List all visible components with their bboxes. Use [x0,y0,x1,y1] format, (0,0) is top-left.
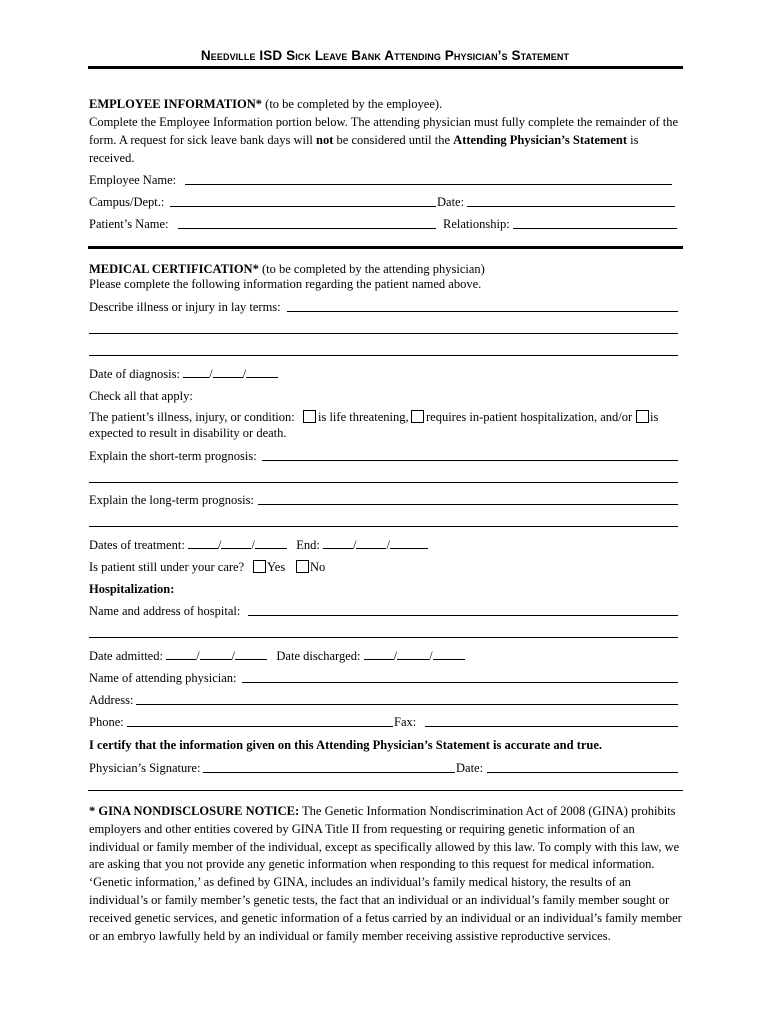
signature-field[interactable] [203,772,455,773]
long-prognosis-field-2[interactable] [89,526,678,527]
medical-heading-note: (to be completed by the attending physician) [258,262,485,276]
employee-intro-3: is received. [89,133,639,165]
hospitalization-heading: Hospitalization: [89,582,175,596]
employee-intro-2: be considered until the [333,133,454,147]
employee-date-field[interactable] [467,206,675,207]
gina-notice [89,803,683,945]
option-hospitalization: requires in-patient hospitalization, and/or [426,410,633,424]
physician-name-label: Name of attending physician: [89,671,237,685]
medical-intro: Please complete the following information regarding the patient named above. [89,277,482,291]
diagnosis-year-field[interactable] [246,365,278,378]
hospital-address-label: Name and address of hospital: [89,604,241,618]
diagnosis-date-row: Date of diagnosis: / / [89,365,278,383]
fax-field[interactable] [425,726,678,727]
end-label: End: [296,538,320,552]
hospital-address-field-1[interactable] [248,615,678,616]
patient-name-label: Patient’s Name: [89,217,169,231]
employee-name-field[interactable] [185,184,672,185]
signature-label: Physician’s Signature: [89,761,201,775]
discharged-label: Date discharged: [276,649,361,663]
option-disability: is [650,410,659,424]
employee-date-label: Date: [437,195,465,209]
short-prognosis-label: Explain the short-term prognosis: [89,449,257,463]
campus-label: Campus/Dept.: [89,195,165,209]
treatment-start-day-field[interactable] [221,536,251,549]
short-prognosis-field-1[interactable] [262,460,678,461]
discharged-month-field[interactable] [364,647,394,660]
employee-name-label: Employee Name: [89,173,177,187]
long-prognosis-label: Explain the long-term prognosis: [89,493,254,507]
admitted-label: Date admitted: [89,649,163,663]
care-label: Is patient still under your care? [89,560,245,574]
employee-section-intro [89,95,683,167]
certify-statement: I certify that the information given on this Attending Physician’s Statement is accurate and true. [89,738,603,752]
describe-label: Describe illness or injury in lay terms: [89,300,281,314]
short-prognosis-field-2[interactable] [89,482,678,483]
section-rule-2 [88,790,683,791]
admitted-month-field[interactable] [166,647,196,660]
gina-notice-body: The Genetic Information Nondiscrimination Act of 2008 (GINA) prohibits employers and other entities covered by GINA Title II from requesting or requiring genetic information of an individual or family member of the individual, except as specifically allowed by this law. To comply with this law, we are asking that you not provide any genetic information when responding to this request for medical information. ‘Genetic information,’ as defined by GINA, includes an individual’s family medical history, the results of an individual’s or family member’s genetic tests, the fact that an individual or an individual’s family member sought or received genetic services, and genetic information of a fetus carried by an individual or an individual’s family member or an embryo lawfully held by an individual or family member receiving assistive reproductive services. [89,804,682,943]
describe-field-line-2[interactable] [89,333,678,334]
discharged-year-field[interactable] [433,647,465,660]
treatment-end-day-field[interactable] [356,536,386,549]
signature-date-label: Date: [456,761,484,775]
section-rule-1 [88,246,683,249]
admitted-day-field[interactable] [200,647,232,660]
treatment-label: Dates of treatment: [89,538,185,552]
care-no-label: No [310,560,326,574]
patient-name-field[interactable] [178,228,436,229]
hospitalization-checkbox[interactable] [411,410,424,423]
option-life-threatening: is life threatening, [318,410,409,424]
hospital-address-field-2[interactable] [89,637,678,638]
treatment-start-year-field[interactable] [255,536,287,549]
treatment-end-year-field[interactable] [390,536,428,549]
fax-label: Fax: [394,715,417,729]
relationship-field[interactable] [513,228,677,229]
long-prognosis-field-1[interactable] [258,504,678,505]
employee-intro-1: Complete the Employee Information portion below. The attending physician must fully complete the remainder of the form. A request for sick leave bank days will [89,115,679,147]
signature-date-field[interactable] [487,772,678,773]
form-title: Needville ISD Sick Leave Bank Attending Physician’s Statement [200,48,570,63]
physician-name-field[interactable] [242,682,678,683]
treatment-end-month-field[interactable] [323,536,353,549]
campus-field[interactable] [170,206,436,207]
diagnosis-label: Date of diagnosis: [89,367,180,381]
employee-intro-not: not [316,133,334,147]
medical-section-heading: MEDICAL CERTIFICATION* [89,262,259,276]
employee-heading-note: (to be completed by the employee). [262,97,443,111]
condition-label: The patient’s illness, injury, or condition: [89,410,295,424]
phone-label: Phone: [89,715,124,729]
describe-field-line-1[interactable] [287,311,678,312]
discharged-day-field[interactable] [397,647,429,660]
address-label: Address: [89,693,134,707]
title-rule [88,66,683,69]
gina-notice-heading: * GINA NONDISCLOSURE NOTICE: [89,804,300,818]
employee-intro-bold: Attending Physician’s Statement [453,133,628,147]
diagnosis-day-field[interactable] [213,365,243,378]
phone-field[interactable] [127,726,393,727]
condition-continuation: expected to result in disability or death. [89,426,287,440]
treatment-dates-row: Dates of treatment: / / End: / / [89,536,428,554]
care-yes-checkbox[interactable] [253,560,266,573]
treatment-start-month-field[interactable] [188,536,218,549]
admitted-year-field[interactable] [235,647,267,660]
check-label: Check all that apply: [89,389,193,403]
care-no-checkbox[interactable] [296,560,309,573]
admission-dates-row: Date admitted: / / Date discharged: / / [89,647,465,665]
employee-section-heading: EMPLOYEE INFORMATION* [89,97,263,111]
care-yes-label: Yes [267,560,286,574]
relationship-label: Relationship: [443,217,510,231]
address-field[interactable] [136,704,678,705]
describe-field-line-3[interactable] [89,355,678,356]
disability-checkbox[interactable] [636,410,649,423]
diagnosis-month-field[interactable] [183,365,209,378]
life-threatening-checkbox[interactable] [303,410,316,423]
